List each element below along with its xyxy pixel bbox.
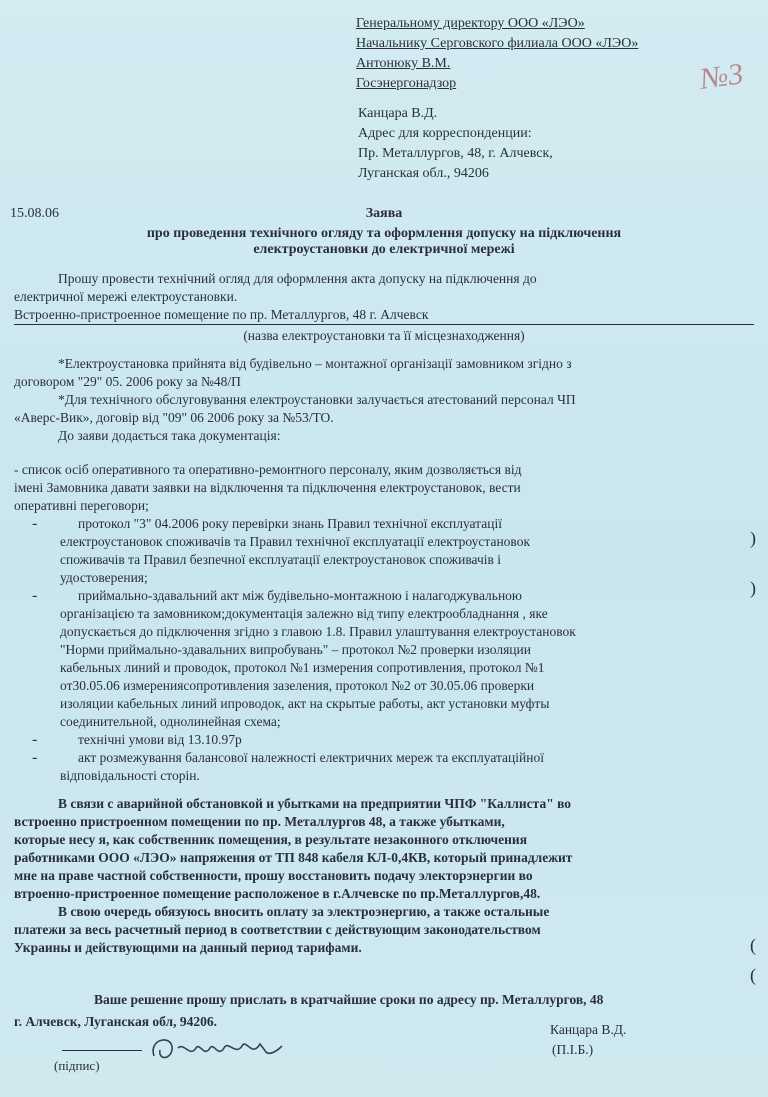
list-item-3d: "Норми приймально-здавальних випробувань" – протокол №2 проверки изоляции (60, 642, 531, 657)
document-body (14, 270, 754, 1031)
list-item-2d: удостоверения; (60, 570, 148, 585)
claim-line-5: мне на праве частной собственности, прошу восстановить подачу электорэнергии во (14, 868, 533, 883)
claim-line-1: В связи с аварийной обстановкой и убытками на предприятии ЧПФ "Каллиста" во (58, 796, 572, 811)
signature-caption: (підпис) (54, 1058, 100, 1073)
list-item-5 (14, 749, 754, 767)
list-item-2a: протокол "3" 04.2006 року перевірки знань Правил технічної експлуатації (78, 516, 502, 531)
list-item-4a: технічні умови від 13.10.97р (78, 732, 242, 747)
reply-line-2: г. Алчевск, Луганская обл, 94206. (14, 1014, 218, 1029)
document-subtitle-1: про проведення технічного огляду та оформлення допуску на підключення (146, 226, 622, 241)
list-item-3f: от30.05.06 измеренияcопротивления зазеления, протокол №2 от 30.05.06 проверки (60, 678, 535, 693)
list-item-4 (14, 731, 754, 749)
claim-line-2: встроенно пристроенном помещении по пр. Металлургов 48, а также убытками, (14, 814, 505, 829)
signer-block (550, 1020, 626, 1060)
document-subtitle-2: електроустановки до електричної мережі (253, 242, 515, 257)
paragraph-2b: «Аверс-Вик», договір від "09" 06 2006 року за №53/ТО. (14, 410, 334, 425)
list-item-3b: організацією та замовником;документація залежно від типу електрообладнання , яке (60, 606, 548, 621)
sender-region: Луганская обл., 94206 (358, 166, 489, 181)
margin-mark-4: ( (750, 965, 756, 985)
claim-line-6: втроенно-пристроенное помещение расположеное в г.Алчевске по пр.Металлургов,48. (14, 886, 541, 901)
object-caption: (назва електроустановки та її місцезнаходження) (243, 328, 525, 343)
claim-line-8: платежи за весь расчетный период в соответствии с действующим законодательством (14, 922, 541, 937)
documents-intro: До заяви додається така документація: (58, 428, 281, 443)
paragraph-1a: *Електроустановка прийнята від будівельно – монтажної організації замовником згідно з (58, 356, 572, 371)
list-item-2c: споживачів та Правил безпечної експлуатації електроустановок споживачів і (60, 552, 502, 567)
addressee-line-1: Генеральному директору ООО «ЛЭО» (356, 16, 585, 31)
document-date: 15.08.06 (10, 206, 59, 221)
dash-4: - (32, 731, 38, 748)
addressee-block (356, 14, 638, 94)
dash-3: - (32, 587, 38, 604)
document-title: Заява (365, 206, 403, 221)
handwritten-number: №3 (697, 57, 746, 96)
addressee-line-2: Начальнику Серговского филиала ООО «ЛЭО» (356, 36, 639, 51)
request-line-2: електричної мережі електроустановки. (14, 289, 238, 304)
list-item-5b: відповідальності сторін. (60, 768, 200, 783)
claim-line-3: которые несу я, как собственник помещения, в результате незаконного отключения (14, 832, 527, 847)
reply-line-1: Ваше решение прошу прислать в кратчайшие сроки по адресу пр. Металлургов, 48 (94, 992, 604, 1007)
dash-5: - (32, 749, 38, 766)
margin-mark-3: ( (750, 935, 756, 955)
sender-street: Пр. Металлургов, 48, г. Алчевск, (358, 146, 553, 161)
claim-line-7: В свою очередь обязуюсь вносить оплату за электроэнергию, а также остальные (58, 904, 550, 919)
paragraph-1b: договором "29" 05. 2006 року за №48/П (14, 374, 241, 389)
margin-mark-2: ) (750, 578, 756, 598)
list-item-1a: - список осіб оперативного та оперативно-ремонтного персоналу, яким дозволяється від (14, 462, 522, 477)
sender-name: Канцара В.Д. (358, 106, 438, 121)
list-item-3c: допускається до підключення згідно з главою 1.8. Правил улаштування електроустановок (60, 624, 576, 639)
margin-mark-1: ) (750, 528, 756, 548)
signature-line (62, 1050, 142, 1051)
sender-address-label: Адрес для корреспонденции: (358, 126, 532, 141)
signer-name: Канцара В.Д. (550, 1022, 627, 1037)
claim-line-4: работниками ООО «ЛЭО» напряжения от ТП 848 кабеля КЛ-0,4КВ, который принадлежит (14, 850, 573, 865)
signer-caption: (П.І.Б.) (552, 1042, 594, 1057)
paragraph-2a: *Для технічного обслуговування електроустановки залучається атестований персонал ЧП (58, 392, 576, 407)
list-item-3g: изоляции кабельных линий ипроводок, акт на скрытые работы, акт установки муфты (60, 696, 550, 711)
list-item-3e: кабельных линий и проводок, протокол №1 измерения сопротивления, протокол №1 (60, 660, 545, 675)
request-object: Встроенно-пристроенное помещение по пр. Металлургов, 48 г. Алчевск (14, 306, 754, 325)
claim-line-9: Украины и действующими на данный период тарифами. (14, 940, 362, 955)
list-item-2b: електроустановок споживачів та Правил технічної експлуатації електроустановок (60, 534, 531, 549)
dash-2: - (32, 515, 38, 532)
sender-block (358, 104, 553, 184)
addressee-line-3: Антонюку В.М. (356, 56, 451, 71)
signature-image (148, 1028, 288, 1068)
addressee-line-4: Госэнергонадзор (356, 76, 457, 91)
list-item-1c: оперативні переговори; (14, 498, 149, 513)
list-item-3 (14, 587, 754, 605)
list-item-3h: соединительной, однолинейная схема; (60, 714, 281, 729)
list-item-2 (14, 515, 754, 533)
list-item-5a: акт розмежування балансової належності електричних мереж та експлуатаційної (78, 750, 544, 765)
request-line-1: Прошу провести технічний огляд для оформлення акта допуску на підключення до (58, 271, 537, 286)
list-item-3a: приймально-здавальний акт між будівельно-монтажною і налагоджувальною (78, 588, 523, 603)
list-item-1b: імені Замовника давати заявки на відключення та підключення електроустановок, вести (14, 480, 521, 495)
